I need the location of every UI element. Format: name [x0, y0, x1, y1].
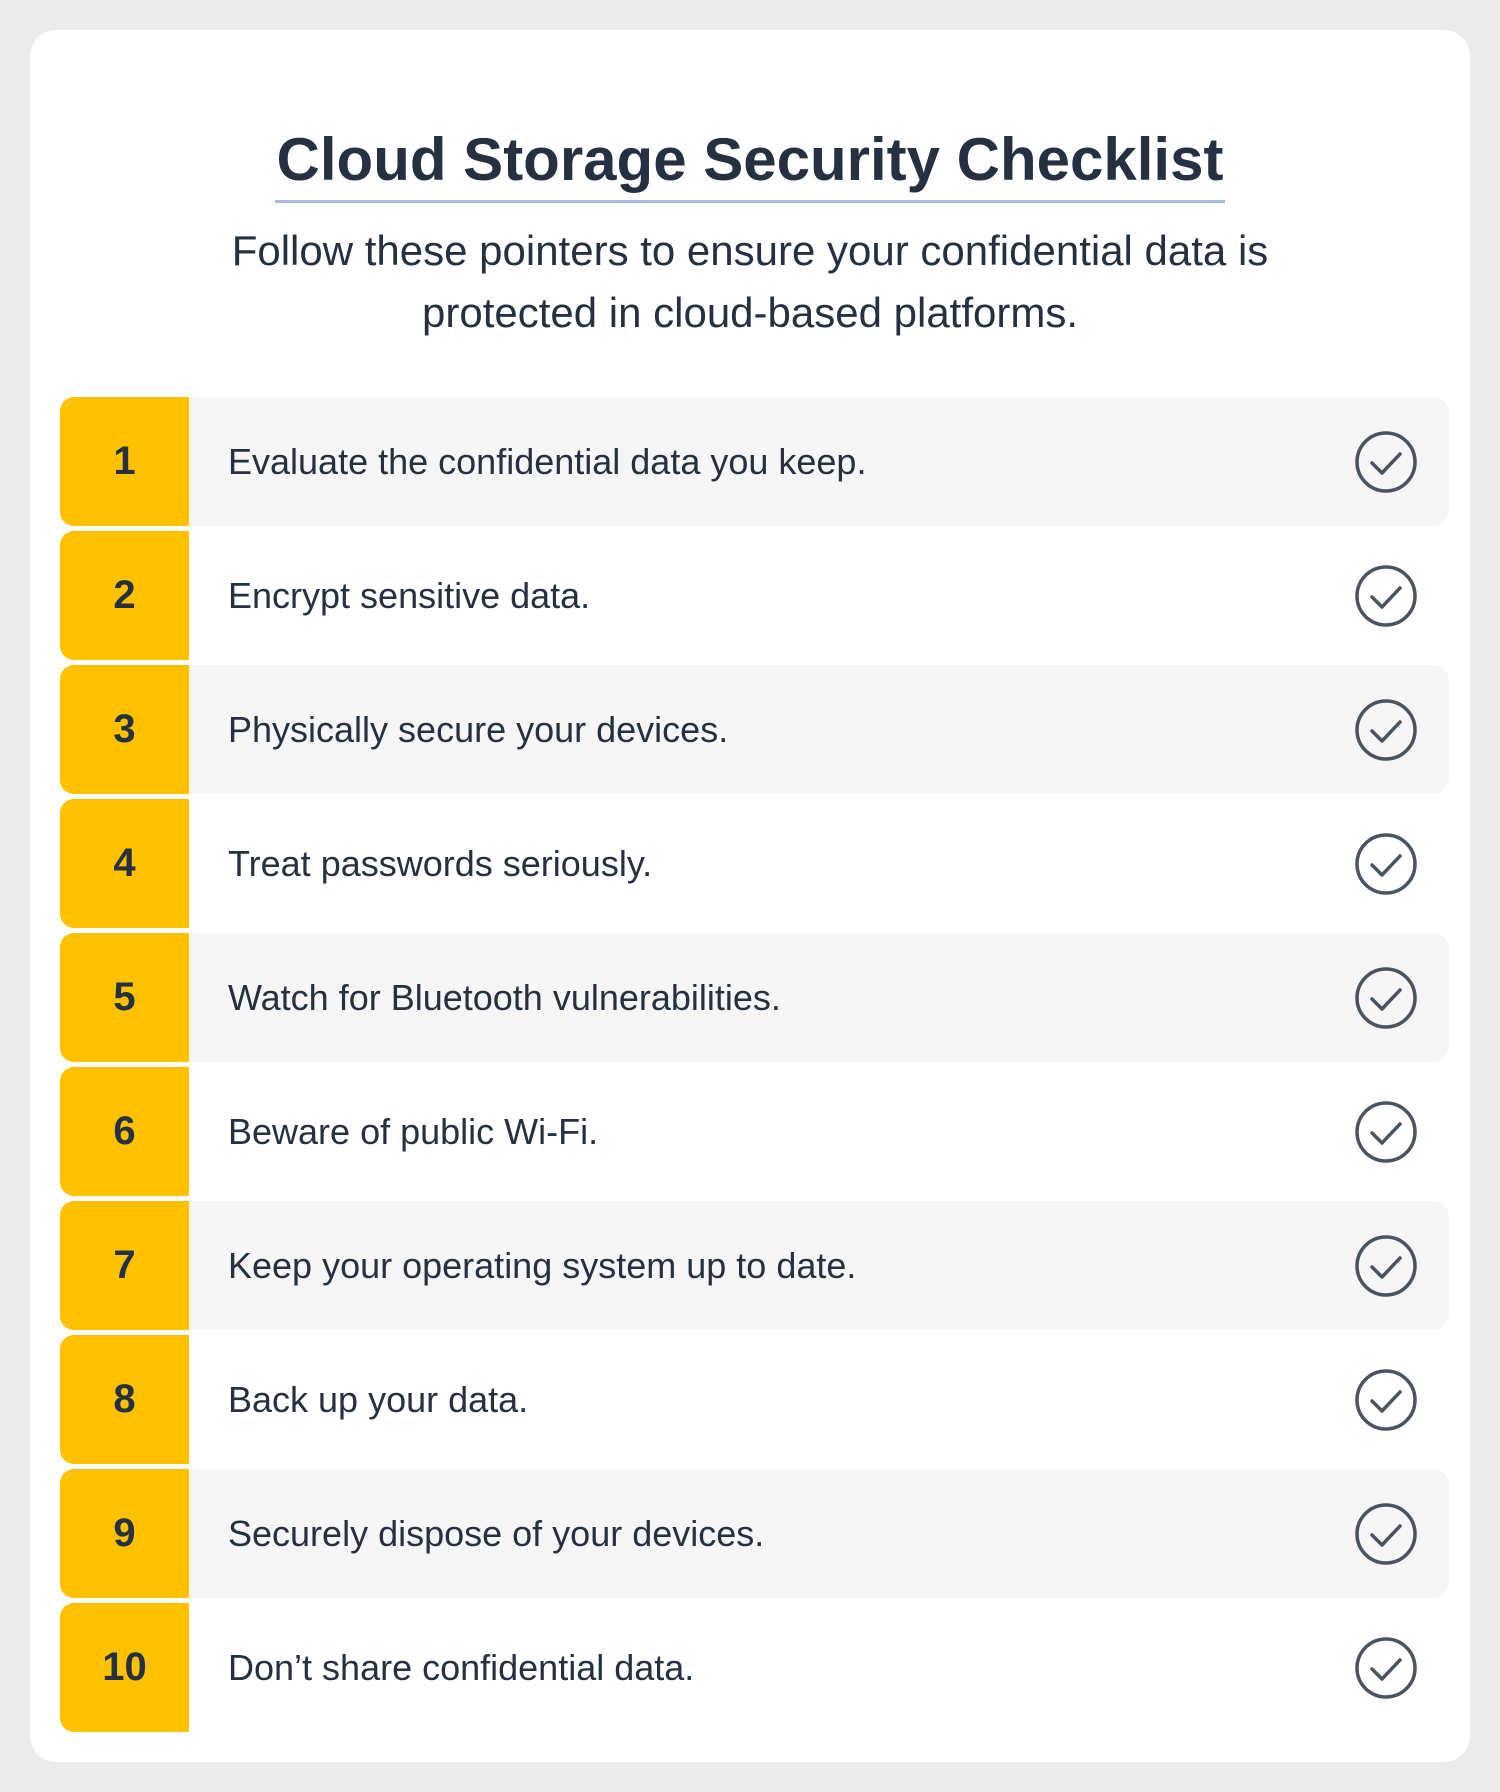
item-number-badge: 6: [60, 1067, 189, 1196]
item-number-badge: 2: [60, 531, 189, 660]
item-number-badge: 9: [60, 1469, 189, 1598]
item-number-badge: 5: [60, 933, 189, 1062]
checklist: [60, 397, 1449, 1737]
item-number-badge: 10: [60, 1603, 189, 1732]
item-number-badge: 4: [60, 799, 189, 928]
item-text: Encrypt sensitive data.: [228, 574, 591, 616]
item-text: Physically secure your devices.: [228, 708, 729, 750]
check-circle-icon: [1354, 698, 1418, 762]
checklist-item-1: [60, 397, 1449, 526]
item-number-badge: 3: [60, 665, 189, 794]
checklist-card: [30, 30, 1470, 1762]
checklist-item-7: [60, 1201, 1449, 1330]
item-text: Don’t share confidential data.: [228, 1646, 695, 1688]
item-text: Securely dispose of your devices.: [228, 1512, 765, 1554]
page-subtitle: Follow these pointers to ensure your confidential data is protected in cloud-based platforms.: [231, 227, 1269, 336]
item-number-badge: 8: [60, 1335, 189, 1464]
item-text: Beware of public Wi-Fi.: [228, 1110, 599, 1152]
item-text: Watch for Bluetooth vulnerabilities.: [228, 976, 781, 1018]
item-number-badge: 7: [60, 1201, 189, 1330]
checklist-item-9: [60, 1469, 1449, 1598]
checklist-item-6: [60, 1067, 1449, 1196]
check-circle-icon: [1354, 832, 1418, 896]
item-number-badge: 1: [60, 397, 189, 526]
check-circle-icon: [1354, 430, 1418, 494]
checklist-item-10: [60, 1603, 1449, 1732]
check-circle-icon: [1354, 1636, 1418, 1700]
checklist-item-8: [60, 1335, 1449, 1464]
checklist-item-5: [60, 933, 1449, 1062]
check-circle-icon: [1354, 564, 1418, 628]
checklist-item-4: [60, 799, 1449, 928]
check-circle-icon: [1354, 1100, 1418, 1164]
page-title: [30, 124, 1470, 203]
check-circle-icon: [1354, 966, 1418, 1030]
check-circle-icon: [1354, 1234, 1418, 1298]
check-circle-icon: [1354, 1502, 1418, 1566]
checklist-item-2: [60, 531, 1449, 660]
item-text: Keep your operating system up to date.: [228, 1244, 857, 1286]
item-text: Back up your data.: [228, 1378, 529, 1420]
checklist-item-3: [60, 665, 1449, 794]
item-text: Treat passwords seriously.: [228, 842, 653, 884]
item-text: Evaluate the confidential data you keep.: [228, 440, 867, 482]
page-title-text: Cloud Storage Security Checklist: [275, 124, 1226, 203]
check-circle-icon: [1354, 1368, 1418, 1432]
